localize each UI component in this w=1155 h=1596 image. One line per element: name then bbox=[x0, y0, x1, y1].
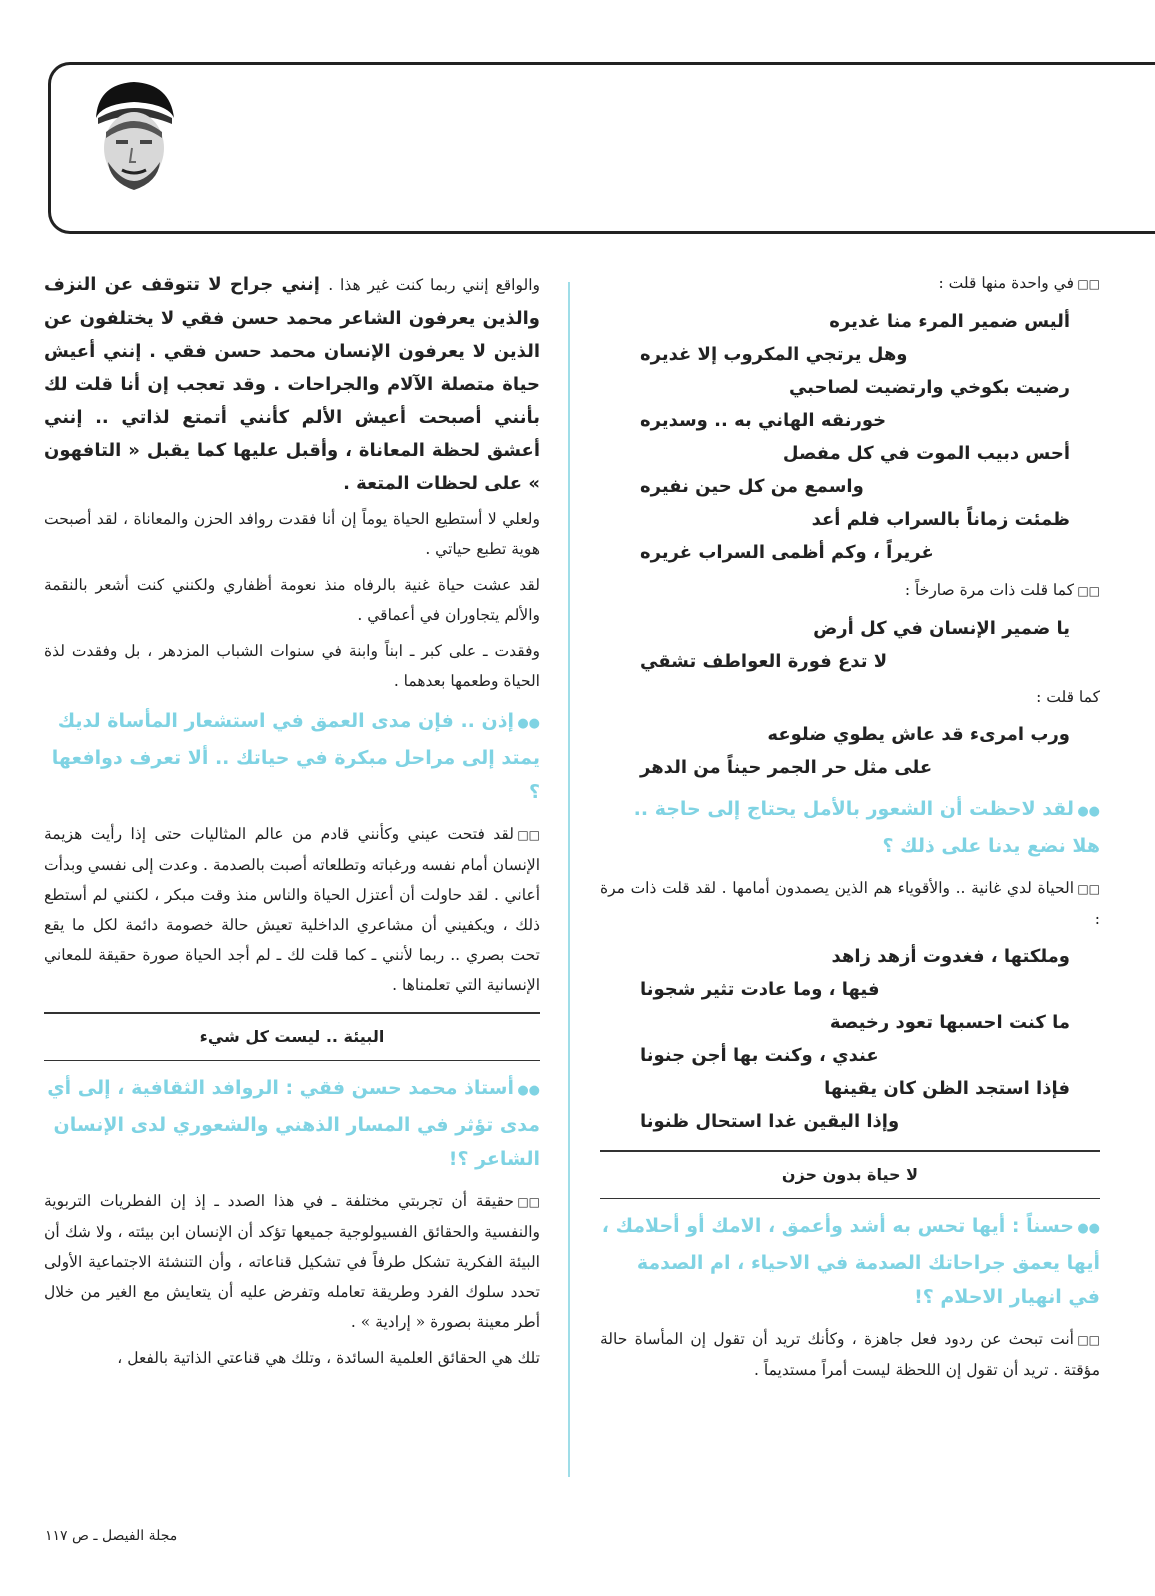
interview-question: ●●أستاذ محمد حسن فقي : الروافد الثقافية ، إلى أي مدى تؤثر في المسار الذهني والشعوري لدى الإنسان الشاعر ؟! bbox=[44, 1071, 540, 1176]
portrait-image bbox=[88, 78, 180, 200]
poem-line: على مثل حر الجمر حيناً من الدهر bbox=[640, 757, 933, 778]
left-column bbox=[44, 268, 540, 1379]
poem-line: ورب امرىء قد عاش يطوي ضلوعه bbox=[767, 724, 1070, 745]
question-bullet-icon: ●● bbox=[1077, 804, 1100, 819]
answer-text: لقد فتحت عيني وكأنني قادم من عالم المثاليات حتى إذا رأيت هزيمة الإنسان أمام نفسه ورغباته وتطلعاته أصبت بالصدمة . وعدت إلى نفسي وبدأت أعاني . لقد حاولت أن أعتزل الحياة والناس منذ وقت مبكر ، لكنني لم أستطع ذلك ، ويكفيني أن مشاعري الداخلية تعيش حالة خصومة دائمة لكل ما يقع تحت بصري .. ربما لأنني ـ كما قلت لك ـ لم أجد الحياة صورة حقيقة للمعاني الإنسانية التي تعلمناها . bbox=[44, 825, 540, 994]
poem-line: فإذا استجد الظن كان يقينها bbox=[824, 1078, 1070, 1099]
question-bullet-icon: ●● bbox=[1077, 1221, 1100, 1236]
bullet-icon: □□ bbox=[517, 828, 540, 842]
bullet-icon: □□ bbox=[517, 1195, 540, 1209]
section-title: لا حياة بدون حزن bbox=[781, 1165, 919, 1184]
paragraph: لقد عشت حياة غنية بالرفاه منذ نعومة أظفاري ولكنني كنت أشعر بالنقمة والألم يتجاوران في أعماقي . bbox=[44, 576, 540, 624]
section-header bbox=[600, 1150, 1100, 1199]
bullet-icon: □□ bbox=[1077, 882, 1100, 896]
poem-block bbox=[600, 718, 1100, 784]
poem-line: وهل يرتجي المكروب إلا غديره bbox=[640, 344, 908, 365]
intro-text: في واحدة منها قلت : bbox=[938, 274, 1074, 292]
poem-line: واسمع من كل حين نفيره bbox=[640, 476, 864, 497]
poem-line: ما كنت احسبها تعود رخيصة bbox=[829, 1012, 1070, 1033]
interview-question: ●●لقد لاحظت أن الشعور بالأمل يحتاج إلى حاجة .. هلا نضع يدنا على ذلك ؟ bbox=[600, 792, 1100, 863]
poem-block bbox=[600, 305, 1100, 569]
poem-line: فيها ، وما عادت تثير شجونا bbox=[640, 979, 880, 1000]
paragraph bbox=[44, 268, 540, 500]
paragraph-lead: والواقع إنني ربما كنت غير هذا . bbox=[328, 276, 540, 294]
poem-line: غريراً ، وكم أظمى السراب غريره bbox=[640, 542, 934, 563]
paragraph: وفقدت ـ على كبر ـ ابناً وابنة في سنوات الشباب المزدهر ، بل وفقدت لذة الحياة وطعمها بعدهما . bbox=[44, 642, 540, 690]
bullet-icon: □□ bbox=[1077, 584, 1100, 598]
page-footer: مجلة الفيصل ـ ص ١١٧ bbox=[45, 1528, 178, 1544]
poem-line: وإذا اليقين غدا استحال ظنونا bbox=[640, 1111, 900, 1132]
section-header bbox=[44, 1012, 540, 1061]
question-bullet-icon: ●● bbox=[517, 1083, 540, 1098]
poem-line: أحس دبيب الموت في كل مفصل bbox=[782, 443, 1070, 464]
answer-text: أنت تبحث عن ردود فعل جاهزة ، وكأنك تريد أن تقول إن المأساة حالة مؤقتة . تريد أن تقول إن اللحظة ليست أمراً مستديماً . bbox=[600, 1330, 1100, 1379]
paragraph-bold: إنني جراح لا تتوقف عن النزف والذين يعرفون الشاعر محمد حسن فقي لا يختلفون عن الذين لا يعرفون الإنسان محمد حسن فقي . إنني أعيش حياة متصلة الآلام والجراحات . وقد تعجب إن أنا قلت لك بأنني أصبحت أعيش الألم كأنني أتمتع لذاتي .. إنني أعشق لحظة المعاناة ، وأقبل عليها كما يقبل « التافهون » على لحظات المتعة . bbox=[44, 274, 540, 494]
question-bullet-icon: ●● bbox=[517, 716, 540, 731]
interview-question: ●●حسناً : أيها تحس به أشد وأعمق ، الامك أو أحلامك ، أيها يعمق جراحاتك الصدمة في الاحياء ، ام الصدمة في انهيار الاحلام ؟! bbox=[600, 1209, 1100, 1314]
bullet-icon: □□ bbox=[1077, 277, 1100, 291]
poem-block bbox=[600, 612, 1100, 678]
intro-text: كما قلت : bbox=[1036, 688, 1100, 706]
poem-line: لا تدع فورة العواطف تشقي bbox=[640, 651, 888, 672]
header-frame bbox=[48, 62, 1155, 234]
poem-line: رضيت بكوخي وارتضيت لصاحبي bbox=[788, 377, 1070, 398]
poem-block bbox=[600, 940, 1100, 1138]
intro-text: كما قلت ذات مرة صارخاً : bbox=[904, 581, 1074, 599]
poem-line: ظمئت زماناً بالسراب فلم أعد bbox=[811, 509, 1070, 530]
interview-question: ●●إذن .. فإن مدى العمق في استشعار المأساة لديك يمتد إلى مراحل مبكرة في حياتك .. ألا تعرف دوافعها ؟ bbox=[44, 704, 540, 809]
bullet-icon: □□ bbox=[1077, 1333, 1100, 1347]
poem-line: خورنقه الهاني به .. وسديره bbox=[640, 410, 887, 431]
section-title: البيئة .. ليست كل شيء bbox=[199, 1027, 385, 1046]
answer-text: الحياة لدي غانية .. والأقوياء هم الذين يصمدون أمامها . لقد قلت ذات مرة : bbox=[600, 879, 1100, 928]
poem-line: أليس ضمير المرء منا غديره bbox=[829, 311, 1070, 332]
poem-line: يا ضمير الإنسان في كل أرض bbox=[813, 618, 1070, 639]
poem-line: وملكتها ، فغدوت أزهد زاهد bbox=[831, 946, 1070, 967]
answer-text: حقيقة أن تجربتي مختلفة ـ في هذا الصدد ـ إذ إن الفطريات التربوية والنفسية والحقائق الفسيولوجية جميعها تؤكد أن الإنسان ابن بيئته ، ولا شك أن البيئة الفكرية تشكل طرفاً في تشكيل قناعاته ، وأن التنشئة الاجتماعية الأولى تحدد سلوك الفرد وطريقة تعامله وتفرض عليه أن يتعايش مع الغير من خلال أطر معينة بصورة « إرادية » . bbox=[44, 1192, 540, 1331]
paragraph: تلك هي الحقائق العلمية السائدة ، وتلك هي قناعتي الذاتية بالفعل ، bbox=[117, 1349, 540, 1367]
column-divider bbox=[568, 282, 570, 1477]
right-column bbox=[600, 268, 1100, 1391]
paragraph: ولعلي لا أستطيع الحياة يوماً إن أنا فقدت روافد الحزن والمعاناة ، لقد أصبحت هوية تطبع حياتي . bbox=[44, 510, 540, 558]
poem-line: عندي ، وكنت بها أجن جنونا bbox=[640, 1045, 879, 1066]
